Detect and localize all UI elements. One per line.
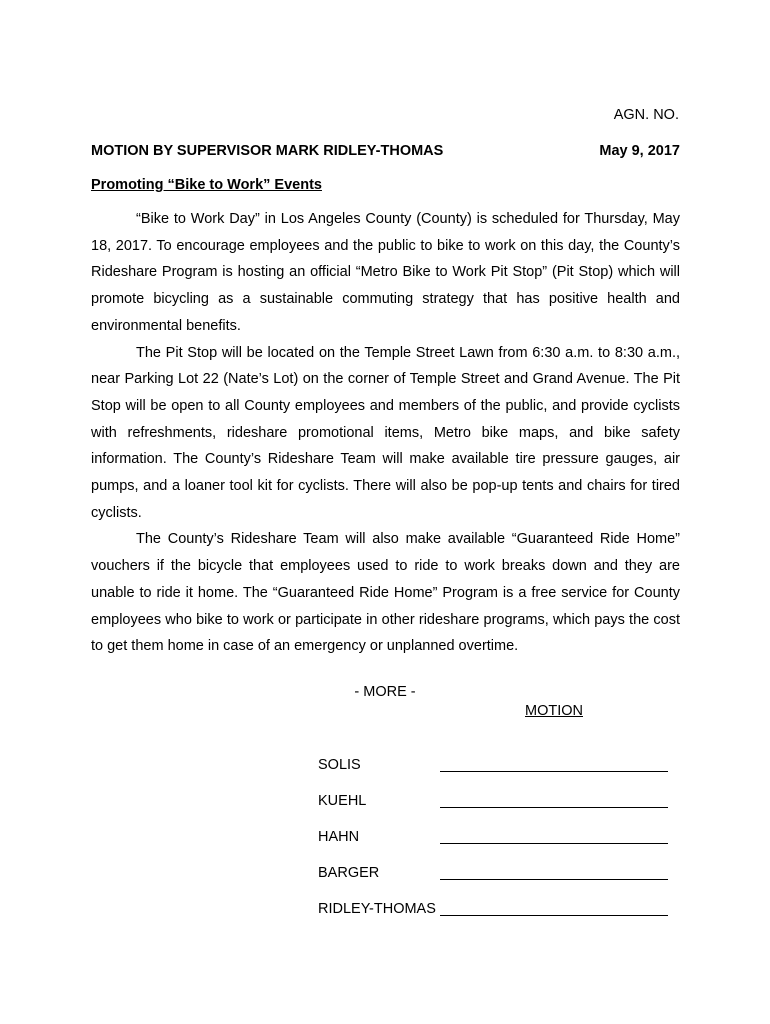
supervisor-name: KUEHL bbox=[318, 793, 367, 809]
vote-row-hahn bbox=[318, 810, 668, 846]
vote-row-solis bbox=[318, 738, 668, 774]
agenda-number-label: AGN. NO. bbox=[613, 107, 679, 123]
supervisor-name: BARGER bbox=[318, 865, 380, 881]
signature-line bbox=[440, 914, 668, 916]
supervisor-name: HAHN bbox=[318, 829, 360, 845]
vote-row-kuehl bbox=[318, 774, 668, 810]
motion-header bbox=[91, 143, 680, 159]
body-paragraph: The Pit Stop will be located on the Temple Street Lawn from 6:30 a.m. to 8:30 a.m., near Parking Lot 22 (Nate’s Lot) on the corner of Temple Street and Grand Avenue. The Pit Stop will be open to all County employees and members of the public, and provide cyclists with refreshments, rideshare promotional items, Metro bike maps, and bike safety information. The County’s Rideshare Team will make available tire pressure gauges, air pumps, and a loaner tool kit for cyclists. There will also be pop-up tents and chairs for tired cyclists. bbox=[91, 344, 680, 521]
motion-author: MOTION BY SUPERVISOR MARK RIDLEY-THOMAS bbox=[91, 143, 444, 159]
motion-date: May 9, 2017 bbox=[599, 143, 680, 159]
more-indicator: - MORE - bbox=[354, 684, 416, 700]
vote-row-ridley-thomas bbox=[318, 882, 668, 918]
signature-line bbox=[440, 878, 668, 880]
signature-line bbox=[440, 842, 668, 844]
vote-row-barger bbox=[318, 846, 668, 882]
motion-title: Promoting “Bike to Work” Events bbox=[91, 177, 322, 193]
body-paragraph: “Bike to Work Day” in Los Angeles County (County) is scheduled for Thursday, May 18, 2017. To encourage employees and the public to bike to work on this day, the County’s Rideshare Program is hosting an official “Metro Bike to Work Pit Stop” (Pit Stop) which will promote bicycling as a sustainable commuting strategy that has positive health and environmental benefits. bbox=[91, 211, 680, 334]
signature-line bbox=[440, 806, 668, 808]
supervisor-name: SOLIS bbox=[318, 757, 361, 773]
supervisor-name: RIDLEY-THOMAS bbox=[318, 901, 436, 917]
motion-body bbox=[91, 206, 680, 660]
motion-column-heading: MOTION bbox=[525, 703, 583, 719]
body-paragraph: The County’s Rideshare Team will also make available “Guaranteed Ride Home” vouchers if the bicycle that employees used to ride to work breaks down and they are unable to ride it home. The “Guaranteed Ride Home” Program is a free service for County employees who bike to work or participate in other rideshare programs, which pays the cost to get them home in case of an emergency or unplanned overtime. bbox=[91, 531, 680, 655]
supervisor-vote-list bbox=[318, 738, 668, 918]
signature-line bbox=[440, 770, 668, 772]
